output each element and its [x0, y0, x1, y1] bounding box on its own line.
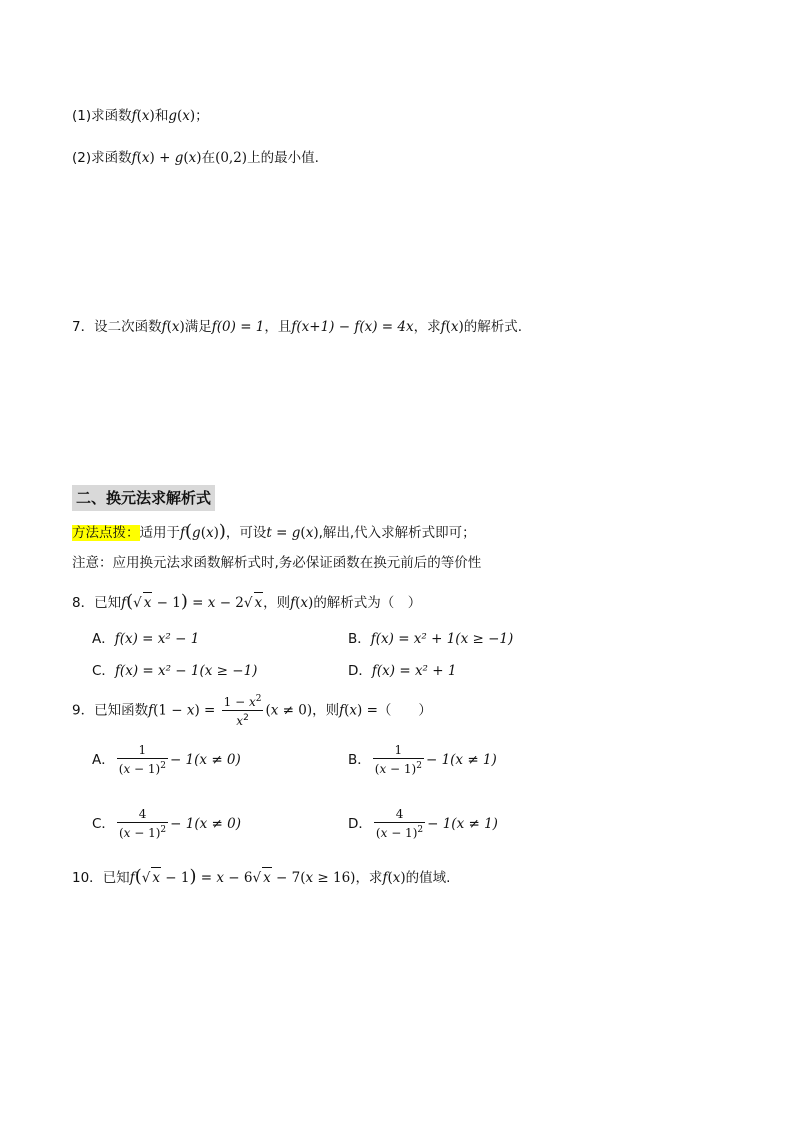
- q8-text1: 已知: [94, 595, 122, 611]
- q9-option-b[interactable]: [348, 742, 497, 778]
- option-label: D．: [348, 816, 372, 832]
- q6-part1-prefix: (1)求函数: [72, 108, 132, 124]
- q6-part2-end: 上的最小值.: [247, 150, 319, 166]
- q7-question: 7．设二次函数f(x)满足f(0) = 1，且f(x+1) − f(x) = 4x，求f(x)的解析式.: [72, 319, 523, 335]
- q9-question: 9．已知函数f(1 − x) = $\frac{1 - x^2}{x^2}$ (x ≠ 0)，则f(x) =（ ）: [72, 694, 432, 728]
- method-label: 方法点拨：: [72, 525, 140, 541]
- q8-number: 8．: [72, 595, 95, 611]
- option-tail: − 1(x ≠ 0): [169, 752, 241, 768]
- q7-text4: ，求: [413, 319, 441, 335]
- q7-text2: 满足: [184, 319, 212, 335]
- option-fraction: $\frac{1}{(x - 1)^2}$: [118, 743, 166, 776]
- q6-part2: (2)求函数f(x) + g(x)在(0,2)上的最小值.: [72, 150, 319, 166]
- option-expr: f(x) = x² − 1: [114, 631, 200, 647]
- q8-option-b[interactable]: [348, 629, 513, 649]
- option-fraction: $\frac{4}{(x - 1)^2}$: [118, 807, 167, 840]
- q6-part2-mid: 在: [201, 150, 216, 166]
- q9-number: 9．: [72, 702, 95, 719]
- q6-part1: (1)求函数f(x)和g(x)；: [72, 108, 209, 124]
- option-label: A．: [92, 631, 115, 647]
- option-tail: − 1(x ≠ 1): [425, 752, 497, 768]
- option-expr: f(x) = x² + 1(x ≥ −1): [370, 631, 514, 647]
- option-label: B．: [348, 631, 371, 647]
- q9-text2: ，则: [312, 702, 340, 719]
- q6-part1-end: ；: [195, 108, 209, 124]
- math-fx: f: [131, 108, 137, 124]
- math-gx: g: [168, 108, 177, 124]
- q9-option-a[interactable]: [92, 742, 241, 778]
- option-expr: f(x) = x² − 1(x ≥ −1): [114, 663, 258, 679]
- option-label: D．: [348, 663, 372, 679]
- section-title: 二、换元法求解析式: [72, 485, 215, 511]
- q9-fraction: $\frac{1 - x^2}{x^2}$: [223, 694, 262, 728]
- q9-option-d[interactable]: [348, 806, 498, 842]
- q6-part2-interval: (0,2): [215, 150, 248, 166]
- q7-number: 7．: [72, 319, 95, 335]
- q7-cond1: f(0) = 1: [211, 319, 265, 335]
- q8-option-a[interactable]: [92, 629, 199, 649]
- option-label: B．: [348, 752, 371, 768]
- q8-text2: ，则: [263, 595, 291, 611]
- q10-question: 10．已知f(√ x − 1) = x − 6√ x − 7(x ≥ 16)，求f(x)的值域.: [72, 866, 451, 887]
- q7-text1: 设二次函数: [94, 319, 162, 335]
- q10-text1: 已知: [102, 870, 130, 886]
- option-fraction: $\frac{1}{(x - 1)^2}$: [374, 743, 422, 776]
- option-expr: f(x) = x² + 1: [371, 663, 457, 679]
- option-tail: − 1(x ≠ 1): [427, 816, 498, 832]
- q7-text5: 的解析式.: [463, 319, 523, 335]
- method-tip: 方法点拨：适用于f(g(x))，可设t = g(x),解出,代入求解析式即可；: [72, 521, 476, 542]
- option-label: C．: [92, 816, 115, 832]
- q10-text2: ，求: [355, 870, 383, 886]
- method-text2: ，可设: [225, 525, 267, 541]
- q10-text3: 的值域.: [405, 870, 451, 886]
- option-fraction: $\frac{4}{(x - 1)^2}$: [375, 807, 424, 840]
- q8-option-d[interactable]: [348, 661, 456, 681]
- q6-part1-mid: 和: [154, 108, 169, 124]
- q10-number: 10．: [72, 870, 103, 886]
- q9-option-c[interactable]: [92, 806, 241, 842]
- q7-cond2: f(x+1) − f(x) = 4x: [291, 319, 414, 335]
- option-label: C．: [92, 663, 115, 679]
- q8-option-c[interactable]: [92, 661, 257, 681]
- q8-text3: 的解析式为（ ）: [313, 595, 422, 611]
- method-text3: ,解出,代入求解析式即可；: [318, 525, 476, 541]
- q8-question: 8．已知f(√ x − 1) = x − 2√ x，则f(x)的解析式为（ ）: [72, 591, 422, 612]
- q9-text1: 已知函数: [94, 702, 149, 719]
- method-text1: 适用于: [139, 525, 180, 541]
- q9-text3: （ ）: [377, 702, 432, 719]
- q6-part2-prefix: (2)求函数: [72, 150, 132, 166]
- q7-text3: ，且: [264, 319, 292, 335]
- option-tail: − 1(x ≠ 0): [170, 816, 241, 832]
- option-label: A．: [92, 752, 115, 768]
- method-note: 注意：应用换元法求函数解析式时,务必保证函数在换元前后的等价性: [72, 555, 482, 571]
